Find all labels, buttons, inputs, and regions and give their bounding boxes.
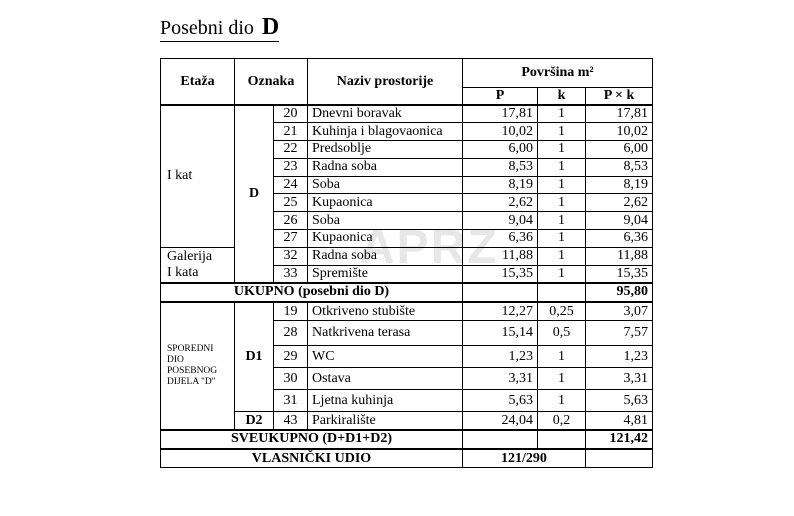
room-number: 26 — [274, 212, 308, 230]
room-number: 23 — [274, 158, 308, 176]
header-row — [161, 59, 653, 88]
sporedni-label: SPOREDNI DIO POSEBNOG DIJELA "D" — [161, 302, 235, 430]
header-naziv: Naziv prostorije — [308, 59, 463, 106]
area-p: 17,81 — [463, 105, 538, 123]
coef-k: 1 — [538, 265, 586, 283]
watermark-logo: APRZ — [360, 221, 499, 274]
room-name: Otkriveno stubište — [308, 302, 463, 321]
title-prefix: Posebni dio — [160, 17, 254, 39]
area-pk: 3,31 — [586, 368, 653, 390]
room-number: 25 — [274, 194, 308, 212]
room-number: 28 — [274, 321, 308, 346]
area-p: 15,35 — [463, 265, 538, 283]
room-number: 33 — [274, 265, 308, 283]
area-p: 1,23 — [463, 346, 538, 368]
room-number: 31 — [274, 390, 308, 412]
room-name: WC — [308, 346, 463, 368]
room-name: Parkiralište — [308, 412, 463, 430]
room-number: 32 — [274, 247, 308, 265]
room-name: Ostava — [308, 368, 463, 390]
area-p: 10,02 — [463, 123, 538, 141]
coef-k: 1 — [538, 194, 586, 212]
coef-k: 1 — [538, 176, 586, 194]
area-p: 5,63 — [463, 390, 538, 412]
table-row — [161, 283, 653, 302]
coef-k: 1 — [538, 123, 586, 141]
area-p: 6,36 — [463, 230, 538, 248]
title-letter: D — [261, 14, 280, 40]
area-pk: 10,02 — [586, 123, 653, 141]
area-p: 24,04 — [463, 412, 538, 430]
room-name: Ljetna kuhinja — [308, 390, 463, 412]
area-p: 3,31 — [463, 368, 538, 390]
area-pk: 6,00 — [586, 141, 653, 159]
room-name: Soba — [308, 176, 463, 194]
header-col-pk: P × k — [586, 88, 653, 106]
area-table — [160, 58, 653, 468]
vlasnicki-value: 121/290 — [463, 449, 586, 468]
area-pk: 17,81 — [586, 105, 653, 123]
coef-k: 1 — [538, 141, 586, 159]
header-povrsina: Površina m² — [463, 59, 653, 88]
area-pk: 6,36 — [586, 230, 653, 248]
coef-k: 0,25 — [538, 302, 586, 321]
area-pk: 9,04 — [586, 212, 653, 230]
room-name: Dnevni boravak — [308, 105, 463, 123]
ukupno-value: 95,80 — [586, 283, 653, 302]
coef-k: 1 — [538, 158, 586, 176]
area-pk: 1,23 — [586, 346, 653, 368]
header-oznaka: Oznaka — [235, 59, 308, 106]
area-pk: 8,53 — [586, 158, 653, 176]
table-row — [161, 105, 653, 123]
room-number: 19 — [274, 302, 308, 321]
group-label-d: D — [235, 105, 274, 283]
group-label-d1: D1 — [235, 302, 274, 412]
area-p: 8,53 — [463, 158, 538, 176]
table-row — [161, 412, 653, 430]
area-p: 12,27 — [463, 302, 538, 321]
coef-k: 1 — [538, 368, 586, 390]
coef-k: 0,2 — [538, 412, 586, 430]
area-p: 2,62 — [463, 194, 538, 212]
area-p: 8,19 — [463, 176, 538, 194]
area-pk: 7,57 — [586, 321, 653, 346]
area-p: 6,00 — [463, 141, 538, 159]
header-col-k: k — [538, 88, 586, 106]
room-number: 29 — [274, 346, 308, 368]
room-number: 24 — [274, 176, 308, 194]
coef-k: 1 — [538, 105, 586, 123]
room-number: 22 — [274, 141, 308, 159]
room-name: Natkrivena terasa — [308, 321, 463, 346]
room-number: 21 — [274, 123, 308, 141]
table-row — [161, 430, 653, 449]
area-pk: 3,07 — [586, 302, 653, 321]
group-label-d2: D2 — [235, 412, 274, 430]
sveukupno-value: 121,42 — [586, 430, 653, 449]
room-name: Kupaonica — [308, 230, 463, 248]
header-etaza: Etaža — [161, 59, 235, 106]
area-p: 11,88 — [463, 247, 538, 265]
room-number: 43 — [274, 412, 308, 430]
room-name: Spremište — [308, 265, 463, 283]
coef-k: 1 — [538, 212, 586, 230]
floor-label-galerija: Galerija I kata — [161, 247, 235, 283]
coef-k: 1 — [538, 230, 586, 248]
coef-k: 0,5 — [538, 321, 586, 346]
table-row — [161, 302, 653, 321]
area-pk: 5,63 — [586, 390, 653, 412]
table-row — [161, 449, 653, 468]
area-pk: 15,35 — [586, 265, 653, 283]
room-name: Soba — [308, 212, 463, 230]
room-name: Predsoblje — [308, 141, 463, 159]
area-p: 15,14 — [463, 321, 538, 346]
area-pk: 2,62 — [586, 194, 653, 212]
table-row — [161, 247, 653, 265]
room-name: Radna soba — [308, 247, 463, 265]
room-name: Radna soba — [308, 158, 463, 176]
coef-k: 1 — [538, 390, 586, 412]
area-pk: 8,19 — [586, 176, 653, 194]
coef-k: 1 — [538, 247, 586, 265]
room-number: 27 — [274, 230, 308, 248]
ukupno-label: UKUPNO (posebni dio D) — [161, 283, 463, 302]
room-name: Kuhinja i blagovaonica — [308, 123, 463, 141]
vlasnicki-label: VLASNIČKI UDIO — [161, 449, 463, 468]
area-pk: 4,81 — [586, 412, 653, 430]
room-number: 30 — [274, 368, 308, 390]
coef-k: 1 — [538, 346, 586, 368]
area-p: 9,04 — [463, 212, 538, 230]
room-number: 20 — [274, 105, 308, 123]
header-col-p: P — [463, 88, 538, 106]
area-pk: 11,88 — [586, 247, 653, 265]
sveukupno-label: SVEUKUPNO (D+D1+D2) — [161, 430, 463, 449]
floor-label-i-kat: I kat — [161, 105, 235, 247]
page-title — [160, 14, 279, 42]
room-name: Kupaonica — [308, 194, 463, 212]
